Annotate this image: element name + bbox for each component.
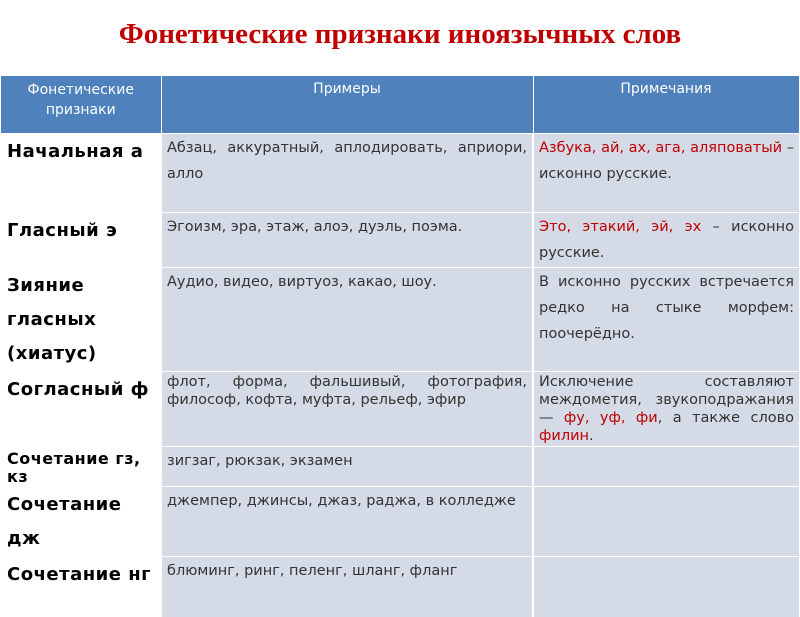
feature-cell: Сочетание нг <box>1 557 161 617</box>
table-header-row <box>1 76 799 134</box>
table-row <box>1 487 799 557</box>
notes-cell <box>533 372 799 447</box>
table-row <box>1 372 799 447</box>
examples-cell: Абзац, аккуратный, аплодировать, априори, алло <box>161 134 533 213</box>
notes-cell: В исконно русских встречается редко на стыке морфем: поочерёдно. <box>533 268 799 372</box>
feature-cell: Согласный ф <box>1 372 161 447</box>
table-row <box>1 557 799 617</box>
examples-cell: зигзаг, рюкзак, экзамен <box>161 447 533 487</box>
feature-cell: Начальная а <box>1 134 161 213</box>
note-text: – исконно русские. <box>539 219 794 261</box>
notes-cell <box>533 487 799 557</box>
note-text: Исключение составляют междометия, звукоподражания — <box>539 374 794 426</box>
note-text: – исконно русские. <box>539 140 795 182</box>
notes-cell <box>533 134 799 213</box>
notes-cell <box>533 213 799 268</box>
table-row <box>1 268 799 372</box>
note-red-text: Азбука, ай, ах, ага, аляповатый <box>539 140 783 156</box>
examples-cell: флот, форма, фальшивый, фотография, философ, кофта, муфта, рельеф, эфир <box>161 372 533 447</box>
header-examples: Примеры <box>161 76 533 134</box>
feature-cell: Гласный э <box>1 213 161 268</box>
phonetic-features-table <box>1 76 800 617</box>
header-features: Фонетические признаки <box>1 76 161 134</box>
note-red-text: фу, уф, фи <box>563 410 658 426</box>
examples-cell: джемпер, джинсы, джаз, раджа, в колледже <box>161 487 533 557</box>
table-row <box>1 134 799 213</box>
feature-cell: Сочетание дж <box>1 487 161 557</box>
notes-cell <box>533 447 799 487</box>
examples-cell: Эгоизм, эра, этаж, алоэ, дуэль, поэма. <box>161 213 533 268</box>
note-red-text: филин <box>539 428 589 444</box>
page-title: Фонетические признаки иноязычных слов <box>118 18 682 50</box>
notes-cell <box>533 557 799 617</box>
table-row <box>1 447 799 487</box>
table-row <box>1 213 799 268</box>
note-text: , а также слово <box>657 410 794 426</box>
feature-cell: Зияние гласных (хиатус) <box>1 268 161 372</box>
note-red-text: Это, этакий, эй, эх <box>539 219 702 235</box>
header-notes: Примечания <box>533 76 799 134</box>
note-text: . <box>589 428 594 444</box>
examples-cell: блюминг, ринг, пеленг, шланг, фланг <box>161 557 533 617</box>
examples-cell: Аудио, видео, виртуоз, какао, шоу. <box>161 268 533 372</box>
feature-cell: Сочетание гз, кз <box>1 447 161 487</box>
